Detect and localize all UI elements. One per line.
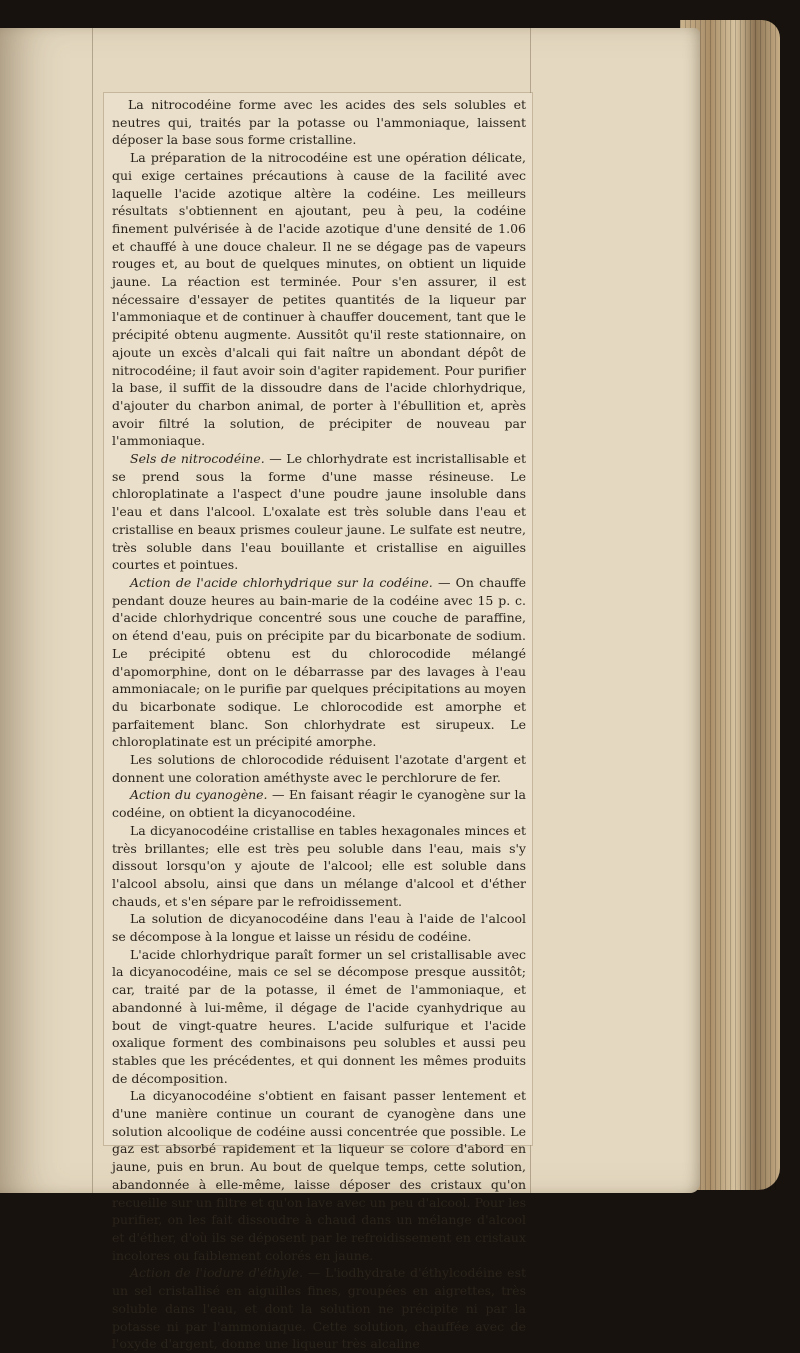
paragraph-9-text: L'acide chlorhydrique paraît former un sel cristallisable avec la dicyanocodéine, mais ce sel se décompose presque aussitôt; car, traité par de la potasse, il émet de l'ammoniaque, et abandonné à lui-même, il dégage de l'acide cyanhydrique au bout de vingt-quatre heures. L'acide sulfurique et l'acide oxalique forment des combinaisons peu solubles et aussi peu stables que les précédentes, et qui donnent les mêmes produits de décomposition. [112, 946, 526, 1086]
paragraph-8-text: La solution de dicyanocodéine dans l'eau à l'aide de l'alcool se décompose à la longue et laisse un résidu de codéine. [112, 911, 526, 945]
paragraph-3-heading: Sels de nitrocodéine. [130, 451, 265, 467]
paragraph-6-text: — En faisant réagir le cyanogène sur la codéine, on obtient la dicyanocodéine. [112, 787, 526, 821]
paragraph-7-text: La dicyanocodéine cristallise en tables hexagonales minces et très brillantes; elle est très peu soluble dans l'eau, mais s'y dissout lorsqu'on y ajoute de l'alcool; elle est soluble dans l'alcool absolu, ainsi que dans un mélange d'alcool et d'éther chauds, et s'en sépare par le refroidissement. [112, 822, 526, 909]
paragraph-10-text: La dicyanocodéine s'obtient en faisant passer lentement et d'une manière continue un courant de cyanogène dans une solution alcoolique de codéine aussi concentrée que possible. Le gaz est absorbé rapidement et la liqueur se colore d'abord en jaune, puis en brun. Au bout de quelque temps, cette solution, abandonnée à elle-même, laisse déposer des cristaux qu'on recueille sur un filtre et qu'on lave avec un peu d'alcool. Pour les purifier, on les fait dissoudre à chaud dans un mélange d'alcool et d'éther, d'où ils se déposent par le refroidissement en cristaux incolores ou faiblement colorés en jaune. [112, 1088, 526, 1263]
paragraph-3 [112, 450, 526, 574]
paragraph-11-heading: Action de l'iodure d'éthyle. [130, 1265, 304, 1281]
paragraph-9 [112, 946, 526, 1088]
paragraph-2 [112, 149, 526, 450]
left-margin-rule [92, 28, 93, 1193]
paragraph-1-text: La nitrocodéine forme avec les acides des sels solubles et neutres qui, traités par la potasse ou l'ammoniaque, laissent déposer la base sous forme cristalline. [112, 97, 526, 148]
paragraph-10 [112, 1087, 526, 1264]
paragraph-4 [112, 574, 526, 751]
paragraph-5-text: Les solutions de chlorocodide réduisent l'azotate d'argent et donnent une coloration améthyste avec le perchlorure de fer. [112, 752, 526, 785]
paragraph-1 [112, 96, 526, 149]
paragraph-8 [112, 910, 526, 945]
pasted-text-clipping [104, 93, 532, 1352]
paragraph-11-text: — L'iodhydrate d'éthylcodéine est un sel cristallisé en aiguilles fines, groupées en aigrettes, très soluble dans l'eau, et dont la solution ne précipite ni par la potasse ni par l'ammoniaque. Cette solution, chauffée avec de l'oxyde d'argent, donne une liqueur très alcaline [112, 1265, 527, 1352]
paragraph-2-text: La préparation de la nitrocodéine est une opération délicate, qui exige certaines précautions à cause de la facilité avec laquelle l'acide azotique altère la codéine. Les meilleurs résultats s'obtiennent en ajoutant, peu à peu, la codéine finement pulvérisée à de l'acide azotique d'une densité de 1.06 et chauffé à une douce chaleur. Il ne se dégage pas de vapeurs rouges et, au bout de quelques minutes, on obtient un liquide jaune. La réaction est terminée. Pour s'en assurer, il est nécessaire d'essayer de petites quantités de la liqueur par l'ammoniaque et de continuer à chauffer doucement, tant que le précipité obtenu augmente. Aussitôt qu'il reste stationnaire, on ajoute un excès d'alcali qui fait naître un abondant dépôt de nitrocodéine; il faut avoir soin d'agiter rapidement. Pour purifier la base, il suffit de la dissoudre dans de l'acide chlorhydrique, d'ajouter du charbon animal, de porter à l'ébullition et, après avoir filtré la solution, de précipiter de nouveau par l'ammoniaque. [112, 150, 526, 449]
paragraph-6 [112, 786, 526, 821]
paragraph-6-heading: Action du cyanogène. [130, 787, 268, 803]
paragraph-3-text: — Le chlorhydrate est incristallisable et se prend sous la forme d'une masse résineuse. Le chloroplatinate a l'aspect d'une poudre jaune insoluble dans l'eau et dans l'alcool. L'oxalate est très soluble dans l'eau et cristallise en beaux prismes couleur jaune. Le sulfate est neutre, très soluble dans l'eau bouillante et cristallise en aiguilles courtes et pointues. [112, 451, 526, 573]
paragraph-7 [112, 822, 526, 911]
paragraph-4-text: — On chauffe pendant douze heures au bain-marie de la codéine avec 15 p. c. d'acide chlorhydrique concentré sous une couche de paraffine, on étend d'eau, puis on précipite par du bicarbonate de sodium. Le précipité obtenu est du chlorocodide mélangé d'apomorphine, dont on le débarrasse par des lavages à l'eau ammoniacale; on le purifie par quelques précipitations au moyen du bicarbonate sodique. Le chlorocodide est amorphe et parfaitement blanc. Son chlorhydrate est sirupeux. Le chloroplatinate est un précipité amorphe. [112, 574, 526, 750]
paragraph-5 [112, 751, 526, 786]
paragraph-11 [112, 1264, 526, 1353]
paragraph-4-heading: Action de l'acide chlorhydrique sur la codéine. [130, 574, 433, 590]
